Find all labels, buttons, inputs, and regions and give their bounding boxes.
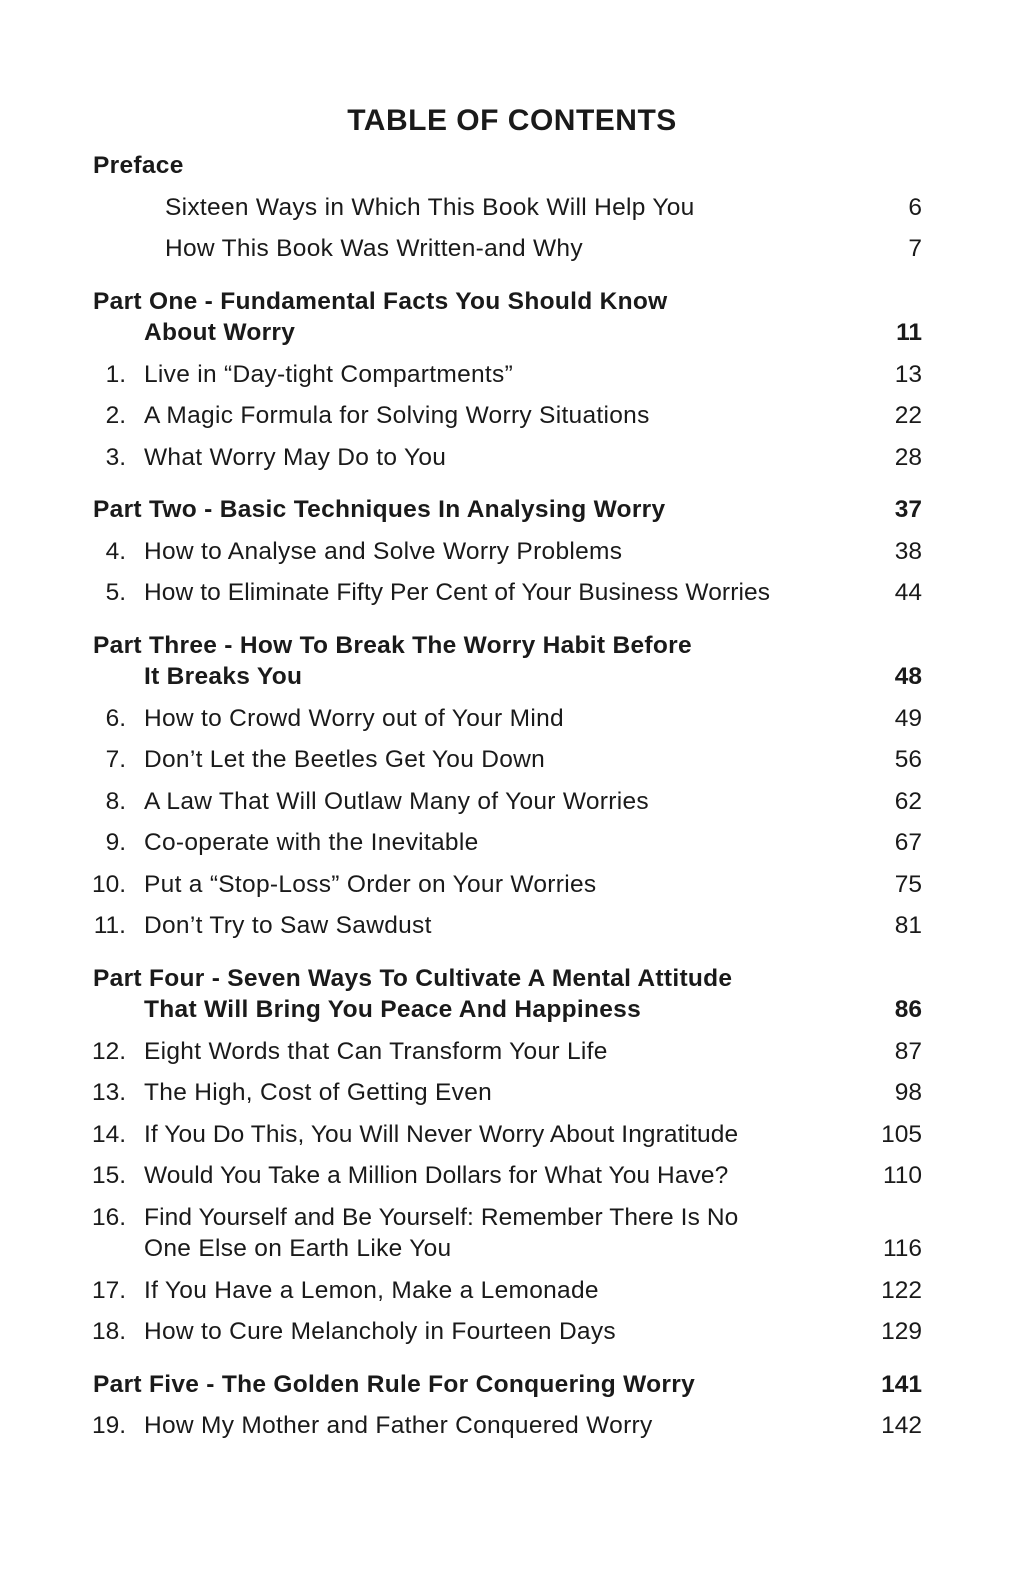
chapter-page: 129 (881, 1318, 922, 1345)
part-page: 11 (896, 319, 922, 346)
part-heading-cont: It Breaks You (144, 663, 303, 690)
chapter-page: 98 (894, 1079, 922, 1106)
chapter-number: 14. (91, 1121, 126, 1148)
chapter-number: 2. (105, 402, 126, 429)
chapter-title: Live in “Day-tight Compartments” (144, 361, 514, 388)
page-title: TABLE OF CONTENTS (347, 104, 677, 137)
part-page: 86 (894, 996, 922, 1023)
chapter-title: Eight Words that Can Transform Your Life (144, 1038, 608, 1065)
chapter-title: Find Yourself and Be Yourself: Remember There Is No (144, 1204, 739, 1231)
chapter-number: 12. (91, 1038, 126, 1065)
chapter-page: 56 (894, 746, 922, 773)
chapter-page: 81 (894, 912, 922, 939)
preface-item-page: 6 (908, 194, 922, 221)
chapter-title: Don’t Let the Beetles Get You Down (144, 746, 546, 773)
chapter-title: How to Crowd Worry out of Your Mind (144, 705, 564, 732)
chapter-title: What Worry May Do to You (144, 444, 447, 471)
chapter-number: 13. (91, 1079, 126, 1106)
chapter-number: 1. (105, 361, 126, 388)
part-heading-cont: That Will Bring You Peace And Happiness (144, 996, 642, 1023)
chapter-number: 16. (91, 1204, 126, 1231)
chapter-number: 15. (91, 1162, 126, 1189)
chapter-title: A Magic Formula for Solving Worry Situations (144, 402, 650, 429)
chapter-title: If You Do This, You Will Never Worry About Ingratitude (144, 1121, 739, 1148)
chapter-title: The High, Cost of Getting Even (144, 1079, 493, 1106)
chapter-number: 9. (105, 829, 126, 856)
part-heading: Part Three - How To Break The Worry Habit Before (93, 632, 692, 659)
chapter-page: 67 (894, 829, 922, 856)
chapter-page: 75 (894, 871, 922, 898)
preface-item-text: How This Book Was Written-and Why (165, 235, 583, 262)
chapter-number: 8. (105, 788, 126, 815)
preface-item-page: 7 (908, 235, 922, 262)
chapter-number: 11. (93, 912, 126, 939)
chapter-title: A Law That Will Outlaw Many of Your Worries (144, 788, 649, 815)
chapter-page: 116 (882, 1235, 922, 1262)
chapter-number: 10. (91, 871, 126, 898)
chapter-page: 49 (894, 705, 922, 732)
part-heading: Part Two - Basic Techniques In Analysing Worry (93, 496, 666, 523)
chapter-title: How My Mother and Father Conquered Worry (144, 1412, 653, 1439)
chapter-page: 110 (882, 1162, 922, 1189)
chapter-page: 122 (881, 1277, 922, 1304)
part-heading: Part Four - Seven Ways To Cultivate A Mental Attitude (93, 965, 733, 992)
chapter-page: 44 (894, 579, 922, 606)
chapter-page: 87 (894, 1038, 922, 1065)
chapter-page: 28 (894, 444, 922, 471)
chapter-title: How to Cure Melancholy in Fourteen Days (144, 1318, 616, 1345)
chapter-page: 105 (881, 1121, 922, 1148)
preface-item-text: Sixteen Ways in Which This Book Will Help You (165, 194, 695, 221)
chapter-title: Put a “Stop-Loss” Order on Your Worries (144, 871, 597, 898)
chapter-title-cont: One Else on Earth Like You (144, 1235, 452, 1262)
chapter-number: 17. (91, 1277, 126, 1304)
chapter-page: 38 (894, 538, 922, 565)
chapter-title: Would You Take a Million Dollars for What You Have? (144, 1162, 729, 1189)
part-page: 141 (881, 1371, 922, 1398)
part-heading: Part Five - The Golden Rule For Conquering Worry (93, 1371, 695, 1398)
chapter-number: 7. (105, 746, 126, 773)
part-heading-cont: About Worry (144, 319, 296, 346)
chapter-page: 62 (894, 788, 922, 815)
part-page: 37 (894, 496, 922, 523)
part-heading: Part One - Fundamental Facts You Should Know (93, 288, 668, 315)
chapter-page: 142 (881, 1412, 922, 1439)
chapter-page: 13 (894, 361, 922, 388)
chapter-number: 4. (105, 538, 126, 565)
chapter-title: If You Have a Lemon, Make a Lemonade (144, 1277, 599, 1304)
part-page: 48 (894, 663, 922, 690)
preface-heading: Preface (93, 152, 184, 179)
chapter-number: 6. (105, 705, 126, 732)
chapter-title: How to Analyse and Solve Worry Problems (144, 538, 623, 565)
chapter-number: 5. (105, 579, 126, 606)
chapter-title: Co-operate with the Inevitable (144, 829, 479, 856)
chapter-number: 3. (105, 444, 126, 471)
chapter-number: 18. (91, 1318, 126, 1345)
chapter-number: 19. (91, 1412, 126, 1439)
chapter-title: Don’t Try to Saw Sawdust (144, 912, 432, 939)
chapter-page: 22 (894, 402, 922, 429)
chapter-title: How to Eliminate Fifty Per Cent of Your Business Worries (144, 579, 771, 606)
